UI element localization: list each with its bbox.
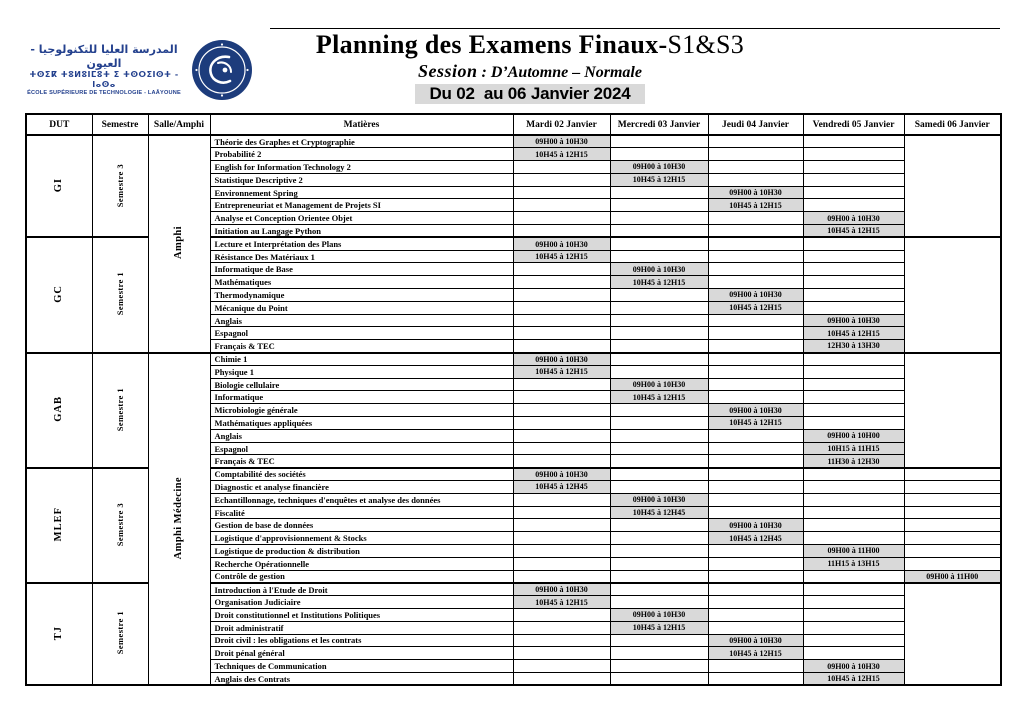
- empty-day-cell: [610, 468, 708, 481]
- empty-day-cell: [708, 250, 803, 263]
- subject-cell: Analyse et Conception Orientee Objet: [210, 212, 513, 225]
- session-label: Session: [418, 61, 478, 81]
- empty-day-cell: [708, 276, 803, 289]
- exam-time-cell: 10H45 à 12H15: [513, 596, 610, 609]
- empty-day-cell: [513, 532, 610, 545]
- subject-cell: Logistique de production & distribution: [210, 545, 513, 558]
- semestre-cell: [92, 353, 148, 468]
- empty-day-cell: [803, 506, 904, 519]
- exam-time-cell: 10H45 à 12H15: [803, 327, 904, 340]
- empty-day-cell: [803, 186, 904, 199]
- seal-icon: [191, 39, 253, 101]
- column-header-mercredi: Mercredi 03 Janvier: [610, 114, 708, 135]
- empty-day-cell: [708, 672, 803, 685]
- empty-day-cell: [513, 672, 610, 685]
- subject-cell: Droit administratif: [210, 621, 513, 634]
- empty-day-cell: [904, 493, 1001, 506]
- school-name-block: [25, 43, 183, 97]
- empty-day-cell: [708, 545, 803, 558]
- subject-cell: Mathématiques appliquées: [210, 417, 513, 430]
- subject-cell: Gestion de base de données: [210, 519, 513, 532]
- empty-day-cell: [610, 481, 708, 494]
- subject-cell: Techniques de Communication: [210, 660, 513, 673]
- subject-cell: Microbiologie générale: [210, 404, 513, 417]
- exam-time-cell: 09H00 à 10H30: [803, 212, 904, 225]
- empty-day-cell: [513, 327, 610, 340]
- subject-cell: Physique 1: [210, 365, 513, 378]
- empty-day-cell: [513, 634, 610, 647]
- empty-day-cell: [513, 289, 610, 302]
- subject-cell: Espagnol: [210, 327, 513, 340]
- subject-cell: Français & TEC: [210, 340, 513, 353]
- exam-time-cell: 09H00 à 10H30: [513, 135, 610, 148]
- subject-cell: Droit constitutionnel et Institutions Politiques: [210, 608, 513, 621]
- empty-day-cell: [610, 583, 708, 596]
- empty-day-cell: [708, 327, 803, 340]
- exam-time-cell: 10H45 à 12H15: [610, 173, 708, 186]
- exam-time-cell: 09H00 à 10H30: [513, 468, 610, 481]
- salle-cell: [148, 353, 210, 686]
- empty-day-cell: [513, 404, 610, 417]
- empty-day-cell: [803, 173, 904, 186]
- schedule-head-row: [26, 114, 1001, 135]
- salle-cell: [148, 135, 210, 353]
- schedule-body: [26, 135, 1001, 685]
- empty-day-cell: [708, 570, 803, 583]
- empty-day-cell: [803, 404, 904, 417]
- empty-day-cell: [803, 468, 904, 481]
- semestre-cell: [92, 468, 148, 583]
- page-header: [25, 28, 1000, 112]
- empty-day-cell: [708, 173, 803, 186]
- empty-day-cell: [708, 391, 803, 404]
- empty-day-cell: [708, 608, 803, 621]
- empty-day-cell: [708, 493, 803, 506]
- empty-day-cell: [610, 148, 708, 161]
- exam-time-cell: 10H45 à 12H15: [708, 647, 803, 660]
- empty-day-cell: [513, 301, 610, 314]
- subject-cell: Lecture et Interprétation des Plans: [210, 237, 513, 250]
- empty-day-cell: [803, 481, 904, 494]
- column-header-samedi: Samedi 06 Janvier: [904, 114, 1001, 135]
- semestre-cell: [92, 237, 148, 352]
- empty-day-cell: [513, 378, 610, 391]
- column-header-dut: DUT: [26, 114, 92, 135]
- empty-day-cell: [708, 148, 803, 161]
- exam-time-cell: 10H45 à 12H15: [610, 276, 708, 289]
- semestre-cell-label: Semestre 3: [114, 163, 125, 207]
- empty-day-cell: [803, 263, 904, 276]
- subject-cell: Echantillonnage, techniques d'enquêtes et analyse des données: [210, 493, 513, 506]
- semestre-cell: [92, 135, 148, 237]
- empty-day-cell: [513, 506, 610, 519]
- empty-day-cell: [904, 557, 1001, 570]
- exam-time-cell: 10H45 à 12H15: [803, 672, 904, 685]
- empty-day-cell: [803, 250, 904, 263]
- subject-cell: Logistique d'approvisionnement & Stocks: [210, 532, 513, 545]
- empty-day-cell: [803, 634, 904, 647]
- page-title: [270, 30, 790, 60]
- exam-time-cell: 09H00 à 10H30: [708, 404, 803, 417]
- semestre-cell-label: Semestre 3: [114, 502, 125, 546]
- page-title-suffix: S1&S3: [667, 30, 745, 59]
- exam-time-cell: 10H45 à 12H15: [610, 391, 708, 404]
- semestre-cell-label: Semestre 1: [114, 387, 125, 431]
- empty-day-cell: [708, 442, 803, 455]
- empty-day-cell: [803, 519, 904, 532]
- empty-day-cell: [803, 289, 904, 302]
- exam-time-cell: 09H00 à 10H30: [610, 161, 708, 174]
- empty-day-cell: [708, 660, 803, 673]
- empty-day-cell: [513, 225, 610, 238]
- empty-day-cell: [513, 647, 610, 660]
- empty-day-cell: [904, 481, 1001, 494]
- empty-day-cell: [803, 621, 904, 634]
- exam-time-cell: 10H45 à 12H45: [513, 481, 610, 494]
- empty-day-cell: [803, 532, 904, 545]
- empty-day-cell: [708, 468, 803, 481]
- exam-time-cell: 09H00 à 10H30: [708, 289, 803, 302]
- subject-cell: Entrepreneuriat et Management de Projets SI: [210, 199, 513, 212]
- dut-cell-label: TJ: [53, 625, 64, 641]
- empty-day-cell: [904, 506, 1001, 519]
- dut-cell-label: MLEF: [53, 507, 64, 542]
- subject-cell: Mathématiques: [210, 276, 513, 289]
- exam-time-cell: 09H00 à 10H30: [610, 608, 708, 621]
- dut-cell: [26, 583, 92, 685]
- empty-day-cell: [803, 583, 904, 596]
- empty-day-cell: [513, 340, 610, 353]
- exam-row: [26, 135, 1001, 148]
- semestre-cell-label: Semestre 1: [114, 272, 125, 316]
- exam-time-cell: 12H30 à 13H30: [803, 340, 904, 353]
- empty-day-cell: [610, 289, 708, 302]
- column-header-matieres: Matières: [210, 114, 513, 135]
- exam-time-cell: 10H45 à 12H45: [708, 532, 803, 545]
- empty-day-cell: [513, 442, 610, 455]
- salle-cell-label: Amphi: [172, 226, 184, 260]
- exam-time-cell: 09H00 à 10H00: [803, 429, 904, 442]
- empty-day-cell: [904, 532, 1001, 545]
- exam-time-cell: 09H00 à 10H30: [708, 186, 803, 199]
- exam-time-cell: 10H45 à 12H15: [610, 621, 708, 634]
- date-line: [270, 84, 790, 104]
- exam-time-cell: 10H45 à 12H15: [513, 365, 610, 378]
- empty-day-cell: [803, 647, 904, 660]
- empty-day-cell: [708, 621, 803, 634]
- exam-time-cell: 11H30 à 12H30: [803, 455, 904, 468]
- subject-cell: Recherche Opérationnelle: [210, 557, 513, 570]
- empty-day-cell: [803, 276, 904, 289]
- empty-day-cell: [610, 429, 708, 442]
- school-name-french: ÉCOLE SUPÉRIEURE DE TECHNOLOGIE - LAÂYOUNE: [27, 90, 181, 97]
- column-header-semestre: Semestre: [92, 114, 148, 135]
- empty-day-cell: [610, 327, 708, 340]
- empty-day-cell: [803, 237, 904, 250]
- empty-day-cell: [513, 621, 610, 634]
- empty-day-cell: [610, 237, 708, 250]
- dut-cell-label: GI: [53, 178, 64, 193]
- subject-cell: Chimie 1: [210, 353, 513, 366]
- samedi-merged-cell: [904, 353, 1001, 468]
- empty-day-cell: [803, 493, 904, 506]
- subject-cell: Contrôle de gestion: [210, 570, 513, 583]
- dut-cell-label: GC: [53, 285, 64, 303]
- empty-day-cell: [610, 404, 708, 417]
- empty-day-cell: [513, 161, 610, 174]
- empty-day-cell: [610, 519, 708, 532]
- empty-day-cell: [610, 634, 708, 647]
- empty-day-cell: [708, 429, 803, 442]
- exam-time-cell: 10H15 à 11H15: [803, 442, 904, 455]
- empty-day-cell: [708, 135, 803, 148]
- exam-time-cell: 10H45 à 12H15: [708, 417, 803, 430]
- exam-time-cell: 09H00 à 10H30: [803, 660, 904, 673]
- subject-cell: Résistance Des Matériaux 1: [210, 250, 513, 263]
- empty-day-cell: [904, 519, 1001, 532]
- empty-day-cell: [803, 570, 904, 583]
- subject-cell: Comptabilité des sociétés: [210, 468, 513, 481]
- empty-day-cell: [610, 365, 708, 378]
- empty-day-cell: [708, 353, 803, 366]
- samedi-merged-cell: [904, 237, 1001, 352]
- empty-day-cell: [708, 481, 803, 494]
- empty-day-cell: [513, 199, 610, 212]
- empty-day-cell: [610, 417, 708, 430]
- subject-cell: Théorie des Graphes et Cryptographie: [210, 135, 513, 148]
- subject-cell: Droit pénal général: [210, 647, 513, 660]
- subject-cell: Mécanique du Point: [210, 301, 513, 314]
- exam-time-cell: 10H45 à 12H15: [513, 148, 610, 161]
- subject-cell: Biologie cellulaire: [210, 378, 513, 391]
- empty-day-cell: [708, 583, 803, 596]
- empty-day-cell: [803, 417, 904, 430]
- empty-day-cell: [513, 276, 610, 289]
- empty-day-cell: [803, 135, 904, 148]
- subject-cell: Espagnol: [210, 442, 513, 455]
- empty-day-cell: [708, 557, 803, 570]
- empty-day-cell: [513, 570, 610, 583]
- empty-day-cell: [513, 519, 610, 532]
- empty-day-cell: [610, 250, 708, 263]
- subject-cell: Informatique: [210, 391, 513, 404]
- empty-day-cell: [803, 378, 904, 391]
- exam-time-cell: 09H00 à 10H30: [513, 237, 610, 250]
- empty-day-cell: [708, 340, 803, 353]
- exam-time-cell: 10H45 à 12H45: [610, 506, 708, 519]
- subject-cell: English for Information Technology 2: [210, 161, 513, 174]
- subject-cell: Fiscalité: [210, 506, 513, 519]
- subject-cell: Informatique de Base: [210, 263, 513, 276]
- empty-day-cell: [610, 135, 708, 148]
- subject-cell: Anglais: [210, 314, 513, 327]
- empty-day-cell: [708, 596, 803, 609]
- subject-cell: Anglais des Contrats: [210, 672, 513, 685]
- samedi-merged-cell: [904, 135, 1001, 237]
- column-header-mardi: Mardi 02 Janvier: [513, 114, 610, 135]
- empty-day-cell: [904, 468, 1001, 481]
- empty-day-cell: [708, 378, 803, 391]
- subject-cell: Introduction à l'Etude de Droit: [210, 583, 513, 596]
- empty-day-cell: [610, 186, 708, 199]
- empty-day-cell: [708, 212, 803, 225]
- empty-day-cell: [610, 225, 708, 238]
- empty-day-cell: [513, 557, 610, 570]
- subject-cell: Organisation Judiciaire: [210, 596, 513, 609]
- empty-day-cell: [513, 429, 610, 442]
- dut-cell: [26, 237, 92, 352]
- empty-day-cell: [513, 173, 610, 186]
- schedule-table: [25, 113, 1002, 686]
- subject-cell: Initiation au Langage Python: [210, 225, 513, 238]
- empty-day-cell: [513, 455, 610, 468]
- page-title-main: Planning des Examens Finaux-: [315, 30, 668, 59]
- empty-day-cell: [610, 353, 708, 366]
- school-name-arabic: المدرسة العليا للتكنولوجيا - العيون: [30, 42, 178, 70]
- empty-day-cell: [610, 301, 708, 314]
- empty-day-cell: [610, 442, 708, 455]
- empty-day-cell: [513, 608, 610, 621]
- subject-cell: Diagnostic et analyse financière: [210, 481, 513, 494]
- empty-day-cell: [803, 161, 904, 174]
- empty-day-cell: [708, 365, 803, 378]
- dut-cell: [26, 353, 92, 468]
- exam-time-cell: 10H45 à 12H15: [513, 250, 610, 263]
- exam-time-cell: 09H00 à 10H30: [610, 493, 708, 506]
- empty-day-cell: [610, 647, 708, 660]
- empty-day-cell: [708, 263, 803, 276]
- subject-cell: Droit civil : les obligations et les contrats: [210, 634, 513, 647]
- empty-day-cell: [803, 353, 904, 366]
- column-header-jeudi: Jeudi 04 Janvier: [708, 114, 803, 135]
- semestre-cell: [92, 583, 148, 685]
- empty-day-cell: [610, 212, 708, 225]
- date-range-badge: Du 02 au 06 Janvier 2024: [415, 84, 644, 104]
- column-header-salle: Salle/Amphi: [148, 114, 210, 135]
- exam-time-cell: 09H00 à 10H30: [708, 634, 803, 647]
- exam-time-cell: 11H15 à 13H15: [803, 557, 904, 570]
- empty-day-cell: [803, 596, 904, 609]
- empty-day-cell: [610, 199, 708, 212]
- empty-day-cell: [610, 545, 708, 558]
- exam-time-cell: 09H00 à 10H30: [610, 263, 708, 276]
- empty-day-cell: [708, 506, 803, 519]
- empty-day-cell: [803, 365, 904, 378]
- empty-day-cell: [803, 199, 904, 212]
- samedi-merged-cell: [904, 583, 1001, 685]
- empty-day-cell: [610, 314, 708, 327]
- exam-time-cell: 09H00 à 10H30: [513, 353, 610, 366]
- empty-day-cell: [610, 672, 708, 685]
- exam-time-cell: 09H00 à 11H00: [803, 545, 904, 558]
- exam-time-cell: 10H45 à 12H15: [708, 301, 803, 314]
- empty-day-cell: [610, 596, 708, 609]
- empty-day-cell: [513, 186, 610, 199]
- dut-cell-label: GAB: [53, 396, 64, 423]
- empty-day-cell: [803, 391, 904, 404]
- subject-cell: Français & TEC: [210, 455, 513, 468]
- exam-time-cell: 10H45 à 12H15: [708, 199, 803, 212]
- empty-day-cell: [513, 417, 610, 430]
- subject-cell: Statistique Descriptive 2: [210, 173, 513, 186]
- university-seal-logo: [191, 39, 253, 101]
- subject-cell: Anglais: [210, 429, 513, 442]
- exam-time-cell: 09H00 à 10H30: [803, 314, 904, 327]
- salle-cell-label: Amphi Médecine: [172, 476, 184, 560]
- column-header-vendredi: Vendredi 05 Janvier: [803, 114, 904, 135]
- empty-day-cell: [904, 545, 1001, 558]
- empty-day-cell: [513, 314, 610, 327]
- exam-time-cell: 09H00 à 10H30: [513, 583, 610, 596]
- empty-day-cell: [708, 455, 803, 468]
- empty-day-cell: [610, 557, 708, 570]
- empty-day-cell: [513, 660, 610, 673]
- exam-time-cell: 09H00 à 10H30: [708, 519, 803, 532]
- subject-cell: Thermodynamique: [210, 289, 513, 302]
- empty-day-cell: [610, 570, 708, 583]
- empty-day-cell: [803, 608, 904, 621]
- empty-day-cell: [803, 301, 904, 314]
- title-block: [270, 28, 1000, 112]
- exam-time-cell: 10H45 à 12H15: [803, 225, 904, 238]
- empty-day-cell: [708, 237, 803, 250]
- semestre-cell-label: Semestre 1: [114, 611, 125, 655]
- empty-day-cell: [513, 212, 610, 225]
- empty-day-cell: [610, 660, 708, 673]
- empty-day-cell: [610, 340, 708, 353]
- session-line: [270, 61, 790, 82]
- school-identity: [25, 28, 270, 112]
- session-value: : D’Automne – Normale: [477, 64, 642, 81]
- empty-day-cell: [610, 455, 708, 468]
- subject-cell: Probabilité 2: [210, 148, 513, 161]
- empty-day-cell: [513, 391, 610, 404]
- subject-cell: Environnement Spring: [210, 186, 513, 199]
- empty-day-cell: [708, 314, 803, 327]
- empty-day-cell: [803, 148, 904, 161]
- empty-day-cell: [708, 225, 803, 238]
- exam-row: [26, 353, 1001, 366]
- empty-day-cell: [610, 532, 708, 545]
- school-name-tifinagh: ⵜⵙⵉⴽ ⵜⵓⵍⵓⵏⵎⵓⵜ ⵉ ⵜⵙⵔⵉⵏⵙⵜ - ⵏⴰⵙⴰ: [29, 70, 179, 90]
- exam-time-cell: 09H00 à 10H30: [610, 378, 708, 391]
- empty-day-cell: [513, 263, 610, 276]
- dut-cell: [26, 135, 92, 237]
- empty-day-cell: [513, 493, 610, 506]
- empty-day-cell: [513, 545, 610, 558]
- exam-time-cell: 09H00 à 11H00: [904, 570, 1001, 583]
- dut-cell: [26, 468, 92, 583]
- empty-day-cell: [708, 161, 803, 174]
